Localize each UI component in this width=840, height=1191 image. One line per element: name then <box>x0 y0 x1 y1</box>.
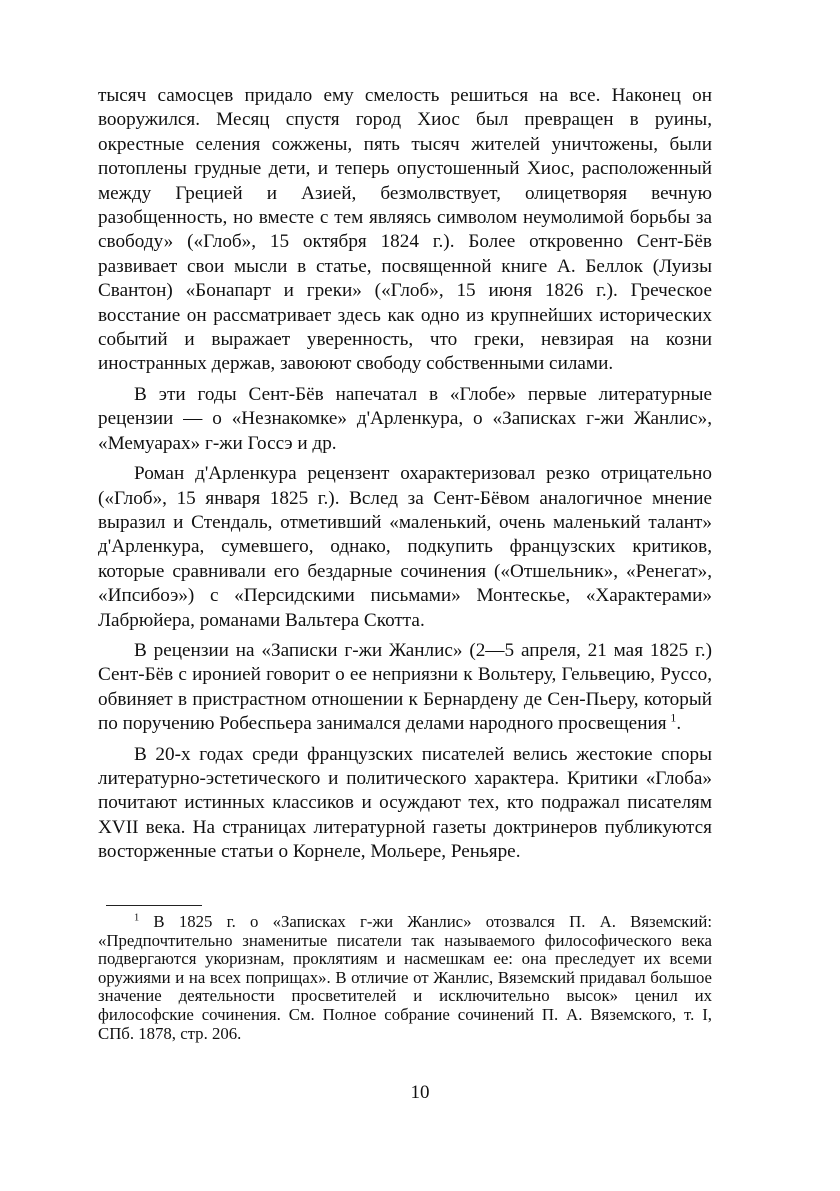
footnote-marker: 1 <box>134 912 140 924</box>
footnote <box>98 913 712 1043</box>
paragraph: Роман д'Арленкура рецензент охарактеризовал резко отрицательно («Глоб», 15 января 1825 г.). Вслед за Сент-Бёвом аналогичное мнение выразил и Стендаль, отметивший «маленький, очень маленький талант» д'Арленкура, сумевшего, однако, подкупить французских критиков, которые сравнивали его бездарные сочинения («Отшельник», «Ренегат», «Ипсибоэ») с «Персидскими письмами» Монтескье, «Характерами» Лабрюйера, романами Вальтера Скотта. <box>98 463 712 631</box>
page-number: 10 <box>410 1082 430 1103</box>
paragraph: В 20-х годах среди французских писателей велись жестокие споры литературно-эстетического и политического характера. Критики «Глоба» почитают истинных классиков и осуждают тех, кто подражал писателям XVII века. На страницах литературной газеты доктринеров публикуются восторженные статьи о Корнеле, Мольере, Реньяре. <box>98 743 712 863</box>
main-text <box>98 84 712 865</box>
paragraph: В рецензии на «Записки г-жи Жанлис» (2—5 апреля, 21 мая 1825 г.) Сент-Бёв с иронией говорит о ее неприязни к Вольтеру, Гельвецию, Руссо, обвиняет в пристрастном отношении к Бернардену де Сен-Пьеру, который по поручению Робеспьера занимался делами народного просвещения $^1$. <box>98 639 712 735</box>
footnote-reference[interactable]: 1 <box>670 710 677 725</box>
footnotes <box>98 913 712 1043</box>
paragraph: В эти годы Сент-Бёв напечатал в «Глобе» первые литературные рецензии — о «Незнакомке» д'Арленкура, о «Записках г-жи Жанлис», «Мемуарах» г-жи Госсэ и др. <box>98 383 712 454</box>
footnote-separator <box>106 905 202 906</box>
paragraph-continued: тысяч самосцев придало ему смелость решиться на все. Наконец он вооружился. Месяц спустя город Хиос был превращен в руины, окрестные селения сожжены, пять тысяч жителей уничтожены, были потоплены грудные дети, и теперь опустошенный Хиос, расположенный между Грецией и Азией, безмолвствует, олицетворяя вечную разобщенность, но вместе с тем являясь символом неумолимой борьбы за свободу» («Глоб», 15 октября 1824 г.). Более откровенно Сент-Бёв развивает свои мысли в статье, посвященной книге А. Беллок (Луизы Свантон) «Бонапарт и греки» («Глоб», 15 июня 1826 г.). Греческое восстание он рассматривает здесь как одно из крупнейших исторических событий и выражает уверенность, что греки, невзирая на козни иностранных держав, завоюют свободу собственными силами. <box>98 85 712 375</box>
paragraph-text: В рецензии на «Записки г-жи Жанлис» (2—5 апреля, 21 мая 1825 г.) Сент-Бёв с иронией говорит о ее неприязни к Вольтеру, Гельвецию, Руссо, обвиняет в пристрастном отношении к Бернардену де Сен-Пьеру, который по поручению Робеспьера занимался делами народного просвещения <box>98 639 712 735</box>
footnote-text: В 1825 г. о «Записках г-жи Жанлис» отозвался П. А. Вяземский: «Предпочтительно знаменитые писатели так называемого философического века подвергаются укоризнам, проклятиям и насмешкам ее: она преследует их всеми оружиями и на всех поприщах». В отличие от Жанлис, Вяземский придавал большое значение деятельности просветителей и исключительно высок» ценил их философские сочинения. См. Полное собрание сочинений П. А. Вяземского, т. I, СПб. 1878, стр. 206. <box>98 912 712 1043</box>
